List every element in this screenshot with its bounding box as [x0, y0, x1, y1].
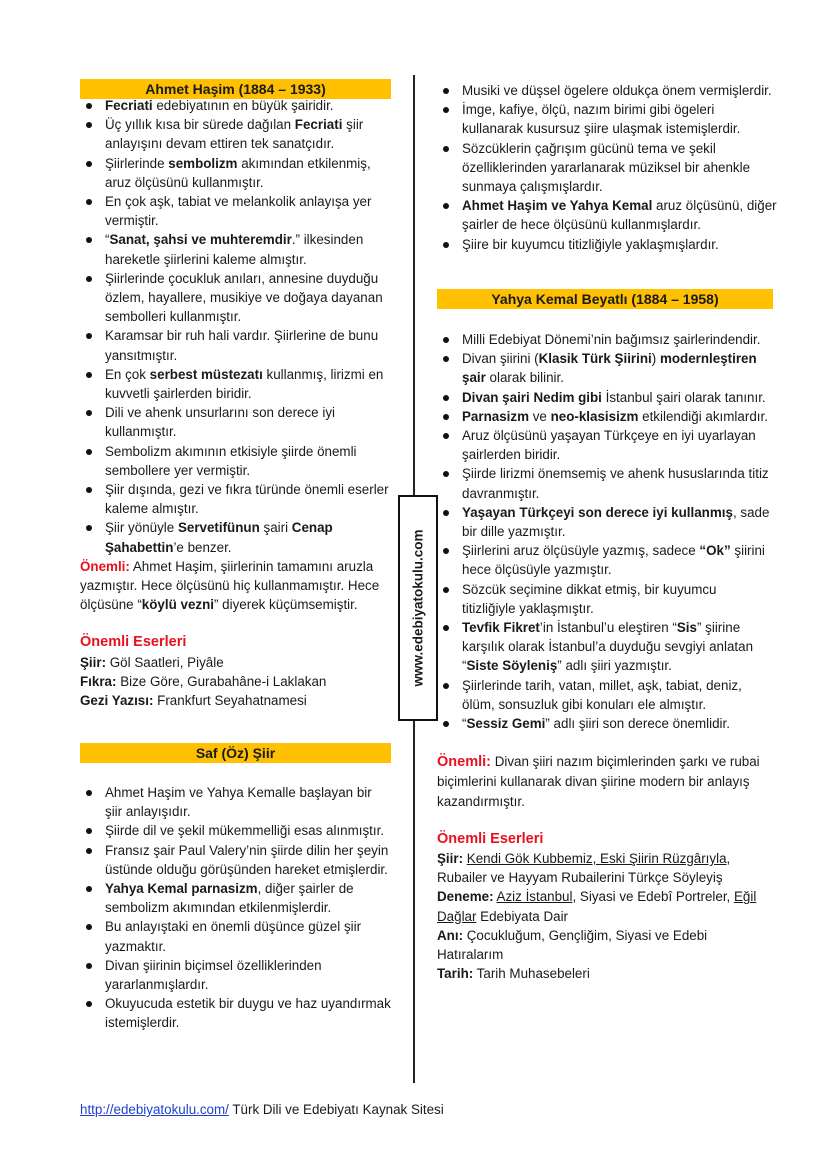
text-segment: Şiirde lirizmi önemsemiş ve ahenk hususlarında titiz davranmıştır. [462, 466, 769, 501]
underlined-text: Aziz İstanbul [496, 889, 573, 905]
bullet-list [80, 783, 391, 1033]
work-line [437, 964, 773, 983]
bold-text: Fecriati [105, 98, 153, 113]
bold-text: Şiir: [437, 851, 464, 867]
bold-text: Tevfik Fikret [462, 620, 540, 636]
list-item [437, 196, 777, 234]
text-segment: .” ilkesinden hareketle şiirlerini kaleme almıştır. [105, 232, 364, 267]
text-segment: “ [105, 232, 110, 248]
text-segment: Aruz ölçüsünü yaşayan Türkçeye en iyi uyarlayan şairlerden biridir. [462, 428, 756, 463]
text-segment: olarak bilinir. [485, 370, 564, 386]
text-segment: “ [462, 716, 467, 732]
text-segment: ’in İstanbul’u eleştiren “ [539, 620, 677, 636]
section-saf-siir-continued [437, 81, 777, 254]
bullet-list [437, 81, 777, 254]
text-segment: Frankfurt Seyahatnamesi [153, 693, 307, 709]
list-item [437, 139, 777, 197]
text-segment: En çok [105, 366, 150, 382]
work-line [437, 926, 773, 964]
bold-text: Divan şairi Nedim gibi [462, 389, 602, 405]
text-segment: En çok aşk, tabiat ve melankolik anlayışa yer vermiştir. [105, 194, 372, 229]
text-segment: Dili ve ahenk unsurlarını son derece iyi kullanmıştır. [105, 405, 335, 440]
text-segment: İstanbul şairi olarak tanınır. [601, 389, 766, 405]
text-segment: Göl Saatleri, Piyâle [106, 654, 224, 670]
list-item [80, 879, 391, 917]
text-segment: Şiir dışında, gezi ve fıkra türünde önemli eserler kaleme almıştır. [105, 482, 389, 517]
footer-link[interactable]: http://edebiyatokulu.com/ [80, 1102, 229, 1117]
text-segment: Çocukluğum, Gençliğim, Siyasi ve Edebi Hatıralarım [437, 927, 708, 963]
list-item [437, 407, 773, 426]
text-segment: İmge, kafiye, ölçü, nazım birimi gibi ögeleri kullanarak kusursuz şiire ulaşmak istemişlerdir. [462, 102, 741, 137]
text-segment: Divan şiirinin biçimsel özelliklerinden yararlanmışlardır. [105, 957, 322, 993]
text-segment: Divan şiirini ( [462, 351, 539, 367]
bold-text: Deneme: [437, 889, 494, 905]
text-segment: Milli Edebiyat Dönemi’nin bağımsız şairlerindendir. [462, 332, 761, 347]
section-yahya-kemal [437, 289, 773, 984]
bold-text: Yahya Kemal parnasizm [105, 881, 258, 897]
list-item [80, 480, 391, 518]
important-note [437, 752, 773, 811]
work-line [437, 849, 773, 887]
bold-text: Tarih: [437, 966, 474, 982]
list-item [80, 192, 391, 230]
list-item [437, 580, 773, 618]
bold-text: Sis [676, 620, 697, 636]
bold-text: “Ok” [699, 543, 731, 559]
bold-text: Sessiz Gemi [466, 716, 546, 732]
section-heading: Ahmet Haşim (1884 – 1933) [80, 79, 391, 99]
text-segment: ” diyerek küçümsemiştir. [213, 597, 358, 613]
text-segment: , sade bir dille yazmıştır. [462, 504, 770, 540]
list-item [437, 330, 773, 349]
list-item [80, 269, 391, 327]
list-item [80, 442, 391, 480]
works-list [80, 653, 391, 711]
works-heading: Önemli Eserleri [80, 634, 187, 651]
text-segment: Fransız şair Paul Valery’nin şiirde dilin her şeyin üstünde olduğu görüşünden hareket etmişlerdir. [105, 842, 389, 877]
list-item [437, 100, 777, 138]
list-item [80, 917, 391, 955]
text-segment: ve [529, 408, 551, 424]
text-segment: Şiire bir kuyumcu titizliğiyle yaklaşmışlardır. [462, 236, 719, 252]
important-note [80, 557, 391, 615]
list-item [437, 676, 773, 714]
bold-text: Klasik Türk Şiirini [538, 351, 652, 367]
bold-text: Cenap Şahabettin [105, 520, 333, 555]
work-line [437, 887, 773, 925]
section-saf-siir [80, 743, 391, 1033]
works-heading: Önemli Eserleri [437, 830, 544, 847]
text-segment: Ahmet Haşim ve Yahya Kemalle başlayan bir şiir anlayışıdır. [105, 785, 372, 820]
list-item [437, 541, 773, 579]
text-segment: Şiirlerinde tarih, vatan, millet, aşk, tabiat, deniz, ölüm, sonsuzluk gibi konuları ele almıştır. [462, 677, 742, 712]
list-item [80, 518, 391, 556]
text-segment: Şiirlerinde [105, 155, 169, 171]
list-item [80, 956, 391, 994]
text-segment: Divan şiiri nazım biçimlerinden şarkı ve rubai biçimlerini kullanarak divan şiirine modern bir anlayış kazandırmıştır. [437, 754, 760, 809]
list-item [437, 388, 773, 407]
note-label: Önemli: [437, 754, 491, 771]
bold-text: neo-klasisizm [550, 408, 639, 424]
text-segment: akımından etkilenmiş, aruz ölçüsünü kullanmıştır. [105, 155, 371, 190]
bullet-list [437, 330, 773, 733]
list-item [80, 154, 391, 192]
text-segment: Sembolizm akımının etkisiyle şiirde önemli sembollere yer vermiştir. [105, 443, 357, 478]
bold-text: sembolizm [168, 155, 238, 171]
work-line [80, 653, 391, 672]
text-segment: Tarih Muhasebeleri [473, 966, 590, 982]
work-line [80, 691, 391, 710]
list-item [80, 365, 391, 403]
bold-text: Ahmet Haşim ve Yahya Kemal [462, 198, 653, 214]
list-item [437, 714, 773, 733]
text-segment: Okuyucuda estetik bir duygu ve haz uyandırmak istemişlerdir. [105, 996, 391, 1031]
list-item [80, 403, 391, 441]
bold-text: köylü vezni [141, 597, 214, 613]
text-segment: şairi [259, 520, 292, 536]
text-segment: ’e benzer. [173, 539, 232, 555]
bold-text: Yaşayan Türkçeyi son derece iyi kullanmış [462, 504, 733, 520]
bold-text: Servetifünun [177, 520, 260, 536]
text-segment: Bu anlayıştaki en önemli düşünce güzel şiir yazmaktır. [105, 919, 362, 954]
footer-text: Türk Dili ve Edebiyatı Kaynak Sitesi [228, 1102, 444, 1117]
bold-text: Gezi Yazısı: [80, 693, 154, 709]
text-segment: Şiir yönüyle [105, 520, 178, 536]
underlined-text: Eğil Dağlar [437, 889, 757, 924]
list-item [80, 783, 391, 821]
list-item [437, 349, 773, 387]
text-segment: Şiirde dil ve şekil mükemmelliği esas alınmıştır. [105, 823, 385, 839]
list-item [80, 326, 391, 364]
work-line [80, 672, 391, 691]
list-item [80, 96, 391, 115]
bold-text: Anı: [437, 927, 464, 943]
text-segment: Sözcüklerin çağrışım gücünü tema ve şekil özelliklerinden yararlanarak müziksel bir ahenkle sunmaya çalışmışlardır. [462, 140, 751, 195]
text-segment: ” adlı şiiri yazmıştır. [557, 658, 672, 674]
website-watermark: www.edebiyatokulu.com [410, 529, 426, 687]
bold-text: Sanat, şahsi ve muhteremdir [109, 232, 292, 248]
text-segment: , Rubailer ve Hayyam Rubailerini Türkçe Söyleyiş [437, 851, 731, 886]
text-segment: , Siyasi ve Edebî Portreler, [572, 889, 734, 905]
text-segment: ” şiirine karşılık olarak İstanbul’a duyduğu sevgiyi anlatan “ [462, 620, 754, 674]
bold-text: Fıkra: [80, 673, 117, 689]
text-segment: edebiyatının en büyük şairidir. [152, 98, 334, 113]
website-watermark-box [398, 495, 438, 721]
text-segment: Şiirlerinde çocukluk anıları, annesine duyduğu özlem, hayallere, musikiye ve doğaya dayanan sembolleri kullanmıştır. [105, 270, 383, 325]
bold-text: Parnasizm [462, 408, 529, 424]
text-segment: Karamsar bir ruh hali vardır. Şiirlerine de bunu yansıtmıştır. [105, 328, 379, 363]
bold-text: Siste Söyleniş [466, 658, 558, 674]
text-segment: Ahmet Haşim, şiirlerinin tamamını aruzla yazmıştır. Hece ölçüsünü hiç kullanmamıştır. Hece ölçüsüne “ [80, 558, 380, 613]
text-segment: Bize Göre, Gurabahâne-i Laklakan [116, 673, 327, 689]
footer [80, 1102, 444, 1117]
list-item [437, 235, 777, 254]
text-segment: Üç yıllık kısa bir sürede dağılan [105, 117, 295, 133]
note-label: Önemli: [80, 558, 130, 574]
section-ahmet-hasim [80, 79, 391, 710]
text-segment: ” adlı şiiri son derece önemlidir. [545, 716, 730, 732]
text-segment: aruz ölçüsünü, diğer şairler de hece ölçüsünü kullanmışlardır. [462, 198, 777, 233]
underlined-text: Kendi Gök Kubbemiz, Eski Şiirin Rüzgârıyla [466, 851, 727, 867]
list-item [437, 503, 773, 541]
works-list [437, 849, 773, 983]
section-heading: Yahya Kemal Beyatlı (1884 – 1958) [437, 289, 773, 309]
list-item [80, 841, 391, 879]
bullet-list [80, 96, 391, 557]
text-segment: şiir anlayışını devam ettiren tek sanatçıdır. [105, 117, 364, 152]
list-item [437, 618, 773, 676]
section-heading: Saf (Öz) Şiir [80, 743, 391, 763]
text-segment: kullanmış, lirizmi en kuvvetli şairlerden biridir. [105, 366, 384, 402]
text-segment: Musiki ve düşsel ögelere oldukça önem vermişlerdir. [462, 83, 772, 98]
bold-text: modernleştiren şair [462, 351, 757, 386]
list-item [437, 464, 773, 502]
list-item [437, 81, 777, 100]
text-segment: Sözcük seçimine dikkat etmiş, bir kuyumcu titizliğiyle yaklaşmıştır. [462, 581, 717, 616]
bold-text: Şiir: [80, 654, 107, 670]
list-item [437, 426, 773, 464]
list-item [80, 994, 391, 1032]
text-segment: etkilendiği akımlardır. [638, 408, 768, 424]
text-segment: ) [651, 351, 660, 367]
text-segment: Şiirlerini aruz ölçüsüyle yazmış, sadece [462, 543, 700, 559]
bold-text: serbest müstezatı [149, 366, 263, 382]
bold-text: Fecriati [294, 117, 343, 133]
text-segment: , diğer şairler de sembolizm akımından etkilenmişlerdir. [105, 881, 354, 916]
text-segment: Edebiyata Dair [476, 908, 569, 924]
list-item [80, 115, 391, 153]
list-item [80, 821, 391, 840]
list-item [80, 230, 391, 268]
text-segment: şiirini hece ölçüsüyle yazmıştır. [462, 543, 765, 578]
